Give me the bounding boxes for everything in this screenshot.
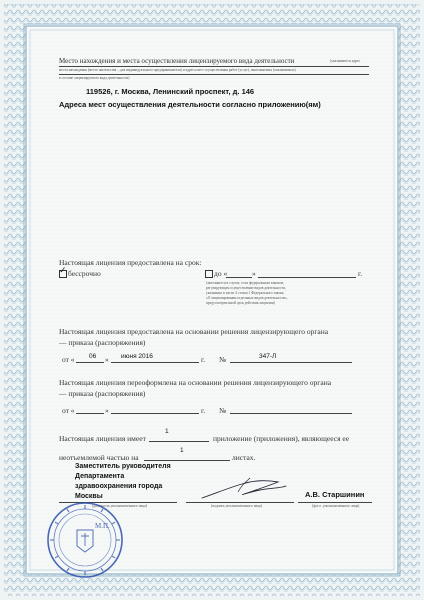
decision-number-label: № xyxy=(219,355,227,364)
caption-signature: (подпись уполномоченного лица) xyxy=(211,504,263,508)
caption-name: (ф.и.о. уполномоченного лица) xyxy=(312,504,360,508)
location-note-right: (указываются адрес xyxy=(330,59,361,63)
until-prefix: до « xyxy=(214,269,228,278)
term-note-5: предусмотрен иной срок действия лицензии) xyxy=(206,301,275,305)
signer-name: А.В. Старшинин xyxy=(305,490,365,499)
location-label: Место нахождения и места осуществления лицензируемого вида деятельности xyxy=(59,57,295,65)
decision-year-suffix: г. xyxy=(201,355,206,364)
reissue-line1: Настоящая лицензия переоформлена на основании решения лицензирующего органа xyxy=(59,378,332,387)
appendix-count: 1 xyxy=(165,428,169,435)
location-note-line2: места нахождения (место жительства – для индивидуального предпринимателя) и адреса мест осуществления работ (услуг), выполняемых (оказываемых) xyxy=(59,68,296,72)
decision-from-label: от « xyxy=(62,355,75,364)
appendix-line2-prefix: неотъемлемой частью на xyxy=(59,453,139,462)
decision-number-line xyxy=(230,362,352,363)
decision-line2: — приказа (распоряжения) xyxy=(59,338,146,347)
position-line3: здравоохранения города xyxy=(75,483,163,490)
decision-day: 06 xyxy=(89,353,97,360)
decision-line1: Настоящая лицензия предоставлена на основании решения лицензирующего органа xyxy=(59,327,329,336)
location-underline xyxy=(59,66,369,67)
location-note-line3: в составе лицензируемого вида деятельности) xyxy=(59,76,130,80)
reissue-from-label: от « xyxy=(62,406,75,415)
term-note-3: указанных в части 4 статьи 1 Федерального закона xyxy=(206,291,284,295)
indefinite-label: бессрочно xyxy=(68,269,101,278)
stamp-mp: М.П. xyxy=(95,522,110,530)
reissue-month-line xyxy=(111,413,199,414)
until-checkbox xyxy=(205,270,213,278)
until-month-line xyxy=(258,277,356,278)
decision-day-line xyxy=(76,362,104,363)
decision-close-quote: » xyxy=(105,355,109,364)
appendix-line2-suffix: листах. xyxy=(232,453,256,462)
position-line2: Департамента xyxy=(75,473,125,480)
until-quote: » xyxy=(252,269,256,278)
caption-position: (должность уполномоченного лица) xyxy=(92,504,148,508)
appendix-prefix: Настоящая лицензия имеет xyxy=(59,434,146,443)
until-year-suffix: г. xyxy=(358,269,363,278)
decision-month-line xyxy=(111,362,199,363)
appendix-sheets: 1 xyxy=(180,447,184,454)
reissue-number-label: № xyxy=(219,406,227,415)
location-underline-2 xyxy=(59,74,369,75)
decision-number: 347-Л xyxy=(259,353,277,360)
checkmark-icon: ✓ xyxy=(59,266,67,276)
term-note-4: «О лицензировании отдельных видов деятельности», xyxy=(206,296,288,300)
license-address: 119526, г. Москва, Ленинский проспект, д. 146 xyxy=(86,87,255,96)
reissue-day-line xyxy=(76,413,104,414)
official-stamp xyxy=(45,500,125,580)
reissue-number-line xyxy=(230,413,352,414)
appendix-sheets-line xyxy=(144,460,230,461)
decision-month-year: июня 2016 xyxy=(121,353,153,360)
addresses-note: Адреса мест осуществления деятельности согласно приложению(ям) xyxy=(59,100,321,109)
reissue-close-quote: » xyxy=(105,406,109,415)
term-note-1: (заполняется в случае, если федеральным законом, xyxy=(206,281,284,285)
name-underline xyxy=(298,502,372,503)
reissue-year-suffix: г. xyxy=(201,406,206,415)
reissue-line2: — приказа (распоряжения) xyxy=(59,389,146,398)
until-day-line xyxy=(226,277,252,278)
term-label: Настоящая лицензия предоставлена на срок: xyxy=(59,258,202,267)
position-line4: Москвы xyxy=(75,493,103,500)
position-line1: Заместитель руководителя xyxy=(75,463,171,470)
signature-underline xyxy=(186,502,294,503)
term-note-2: регулирующим осуществление видов деятельности, xyxy=(206,286,286,290)
appendix-count-line xyxy=(149,441,209,442)
handwritten-signature xyxy=(198,474,290,504)
appendix-suffix: приложение (приложения), являющееся ее xyxy=(213,434,350,443)
